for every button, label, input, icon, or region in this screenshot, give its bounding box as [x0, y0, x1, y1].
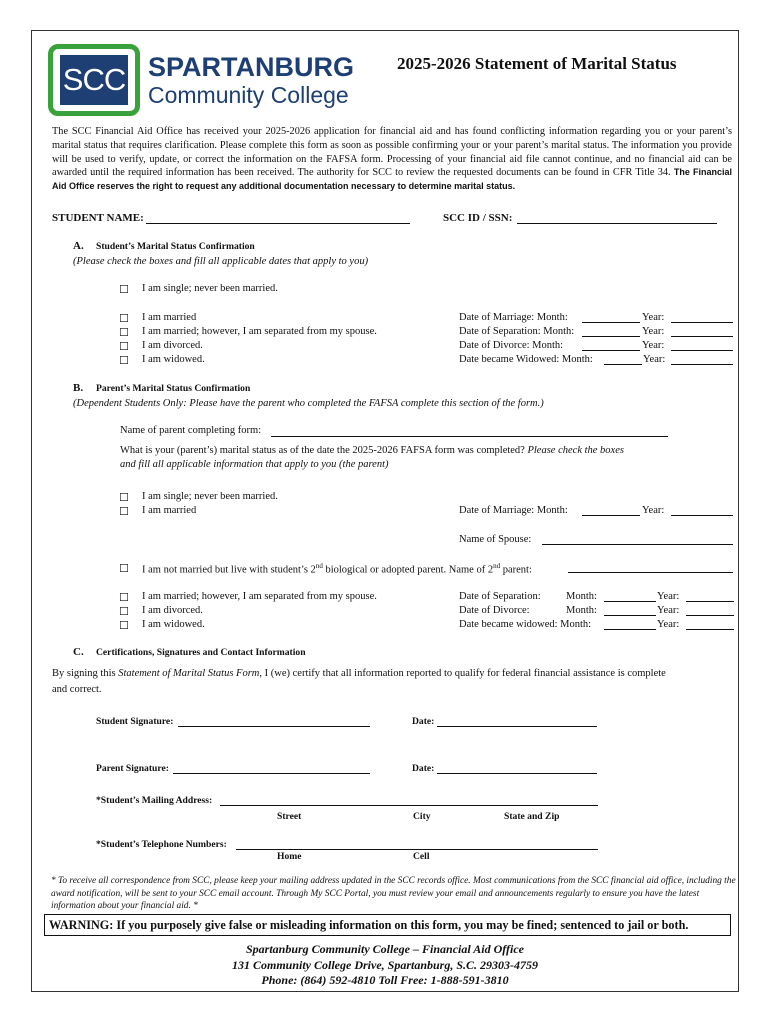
a-date-label: Date of Separation: Month:	[459, 326, 575, 337]
spouse-name-field[interactable]	[542, 544, 733, 545]
not-married-text-1: I am not married but live with student’s 2	[142, 564, 316, 576]
not-married-text-3: parent:	[500, 564, 532, 576]
b-divorce-year-field[interactable]	[686, 615, 734, 616]
section-b-instruction: (Dependent Students Only: Please have the parent who completed the FAFSA complete this section of the form.)	[73, 398, 544, 409]
section-b-heading: Parent’s Marital Status Confirmation	[96, 383, 251, 394]
student-name-field[interactable]	[146, 223, 410, 224]
cert-text-1: By signing this	[52, 668, 119, 679]
section-b-letter: B.	[73, 382, 84, 394]
footnote: * To receive all correspondence from SCC, please keep your mailing address updated in the SCC records office. Most communications from the SCC financial aid office, including the award notification, will be sent to your SCC email account. Through My SCC Portal, you must review your email and announcements regularly to ensure you have the latest information about your financial aid. *	[51, 876, 736, 912]
a-year-label: Year:	[642, 312, 665, 323]
a-year-label: Year:	[643, 354, 666, 365]
cert-form-name: Statement of Marital Status Form	[118, 668, 260, 679]
scc-logo	[48, 44, 140, 116]
student-signature-label: Student Signature:	[96, 716, 174, 727]
a-marriage-month-field[interactable]	[582, 322, 640, 323]
parent-signature-field[interactable]	[173, 773, 370, 774]
b-year-label: Year:	[657, 591, 680, 602]
b-widowed-year-field[interactable]	[686, 629, 734, 630]
b-date-label: Date of Separation:	[459, 591, 541, 602]
certification-text	[52, 668, 666, 679]
b-date-label: Date became widowed: Month:	[459, 619, 592, 630]
a-widowed-checkbox[interactable]: ☐	[119, 354, 129, 367]
logo-subtitle: Community College	[148, 82, 349, 108]
b-not-married-checkbox[interactable]: ☐	[119, 562, 129, 575]
parent-name-label: Name of parent completing form:	[120, 425, 262, 436]
scc-id-label: SCC ID / SSN:	[443, 212, 513, 224]
a-single-label: I am single; never been married.	[142, 283, 278, 294]
section-c-heading: Certifications, Signatures and Contact Information	[96, 647, 306, 658]
b-married-label: I am married	[142, 505, 197, 516]
a-separation-month-field[interactable]	[582, 336, 640, 337]
b-option-label: I am widowed.	[142, 619, 205, 630]
logo-name: SPARTANBURG	[148, 52, 354, 82]
intro-bold-text: The Financial Aid Office reserves the right to request any additional documentation necessary to determine marital status.	[52, 167, 732, 192]
cert-text-2: , I (we) certify that all information reported to qualify for federal financial assistance is complete	[259, 668, 666, 679]
footer-line-2: 131 Community College Drive, Spartanburg, S.C. 29303-4759	[231, 958, 539, 972]
b-single-checkbox[interactable]: ☐	[119, 491, 129, 504]
footer-line-1: Spartanburg Community College – Financial Aid Office	[245, 942, 525, 956]
a-widowed-month-field[interactable]	[604, 364, 642, 365]
a-divorce-year-field[interactable]	[671, 350, 733, 351]
b-not-married-label	[142, 562, 532, 576]
mailing-address-label: *Student’s Mailing Address:	[96, 795, 213, 806]
b-separated-checkbox[interactable]: ☐	[119, 591, 129, 604]
b-widowed-checkbox[interactable]: ☐	[119, 619, 129, 632]
intro-paragraph	[52, 125, 732, 194]
b-year-label: Year:	[642, 505, 665, 516]
spouse-label: Name of Spouse:	[459, 534, 532, 545]
cell-label: Cell	[413, 851, 430, 862]
b-marriage-year-field[interactable]	[671, 515, 733, 516]
section-a-heading: Student’s Marital Status Confirmation	[96, 241, 255, 252]
a-single-checkbox[interactable]: ☐	[119, 283, 129, 296]
parent-question-italic: Please check the boxes	[527, 445, 624, 456]
a-separated-checkbox[interactable]: ☐	[119, 326, 129, 339]
b-option-label: I am divorced.	[142, 605, 203, 616]
b-separation-month-field[interactable]	[604, 601, 656, 602]
parent-question-italic-2: and fill all applicable information that apply to you (the parent)	[120, 459, 389, 470]
b-year-label: Year:	[657, 619, 680, 630]
form-title: 2025-2026 Statement of Marital Status	[397, 54, 677, 73]
mailing-address-field[interactable]	[220, 805, 598, 806]
b-date-label: Date of Divorce:	[459, 605, 530, 616]
a-date-label: Date became Widowed: Month:	[459, 354, 593, 365]
a-divorced-checkbox[interactable]: ☐	[119, 340, 129, 353]
student-date-label: Date:	[412, 716, 435, 727]
a-widowed-year-field[interactable]	[671, 364, 733, 365]
a-option-label: I am widowed.	[142, 354, 205, 365]
state-zip-label: State and Zip	[504, 811, 560, 822]
a-year-label: Year:	[642, 340, 665, 351]
b-option-label: I am married; however, I am separated from my spouse.	[142, 591, 377, 602]
student-name-label: STUDENT NAME:	[52, 212, 144, 224]
b-single-label: I am single; never been married.	[142, 491, 278, 502]
warning-text: WARNING: If you purposely give false or misleading information on this form, you may be fined; sentenced to jail or both.	[49, 918, 689, 932]
b-separation-year-field[interactable]	[686, 601, 734, 602]
b-year-label: Year:	[657, 605, 680, 616]
a-option-label: I am married	[142, 312, 197, 323]
a-marriage-year-field[interactable]	[671, 322, 733, 323]
student-date-field[interactable]	[437, 726, 597, 727]
student-signature-field[interactable]	[178, 726, 370, 727]
parent-date-label: Date:	[412, 763, 435, 774]
telephone-field[interactable]	[236, 849, 598, 850]
warning-box	[44, 914, 731, 936]
a-year-label: Year:	[642, 326, 665, 337]
b-marriage-month-field[interactable]	[582, 515, 640, 516]
logo-abbr: SCC	[60, 55, 128, 105]
a-date-label: Date of Divorce: Month:	[459, 340, 564, 351]
a-date-label: Date of Marriage: Month:	[459, 312, 568, 323]
intro-text: The SCC Financial Aid Office has received your 2025-2026 application for financial aid and has found conflicting information regarding you or your parent’s marital status that requires clarification. Please complete this form as soon as possible confirming your or your parent’s marital status. The information you provide will be used to verify, update, or correct the information on the FAFSA form. Processing of your financial aid file cannot continue, and no financial aid can be awarded until the required information has been received. The authority for SCC to review the requested documents can be found in CFR Title 34.	[52, 126, 732, 179]
a-option-label: I am divorced.	[142, 340, 203, 351]
not-married-text-2: biological or adopted parent. Name of 2	[322, 564, 494, 576]
section-c-letter: C.	[73, 646, 84, 658]
a-divorce-month-field[interactable]	[582, 350, 640, 351]
parent-signature-label: Parent Signature:	[96, 763, 169, 774]
section-a-instruction: (Please check the boxes and fill all applicable dates that apply to you)	[73, 256, 369, 267]
a-separation-year-field[interactable]	[671, 336, 733, 337]
b-divorce-month-field[interactable]	[604, 615, 656, 616]
scc-id-field[interactable]	[517, 223, 717, 224]
parent-question-text: What is your (parent’s) marital status as of the date the 2025-2026 FAFSA form was completed?	[120, 445, 525, 456]
section-a-letter: A.	[73, 240, 84, 252]
b-month-label: Month:	[566, 605, 597, 616]
b-widowed-month-field[interactable]	[604, 629, 656, 630]
a-option-label: I am married; however, I am separated from my spouse.	[142, 326, 377, 337]
parent-name-field[interactable]	[271, 436, 668, 437]
b-marriage-date-label: Date of Marriage: Month:	[459, 505, 568, 516]
street-label: Street	[277, 811, 302, 822]
footer-line-3: Phone: (864) 592-4810 Toll Free: 1-888-591-3810	[261, 973, 509, 987]
b-married-checkbox[interactable]: ☐	[119, 505, 129, 518]
telephone-label: *Student’s Telephone Numbers:	[96, 839, 227, 850]
superscript-nd: nd	[315, 562, 323, 570]
b-divorced-checkbox[interactable]: ☐	[119, 605, 129, 618]
b-month-label: Month:	[566, 591, 597, 602]
second-parent-name-field[interactable]	[568, 572, 733, 573]
home-label: Home	[277, 851, 302, 862]
a-married-checkbox[interactable]: ☐	[119, 312, 129, 325]
parent-date-field[interactable]	[437, 773, 597, 774]
superscript-nd: nd	[493, 562, 501, 570]
city-label: City	[413, 811, 431, 822]
certification-text-end: and correct.	[52, 684, 102, 695]
parent-question	[120, 445, 624, 456]
